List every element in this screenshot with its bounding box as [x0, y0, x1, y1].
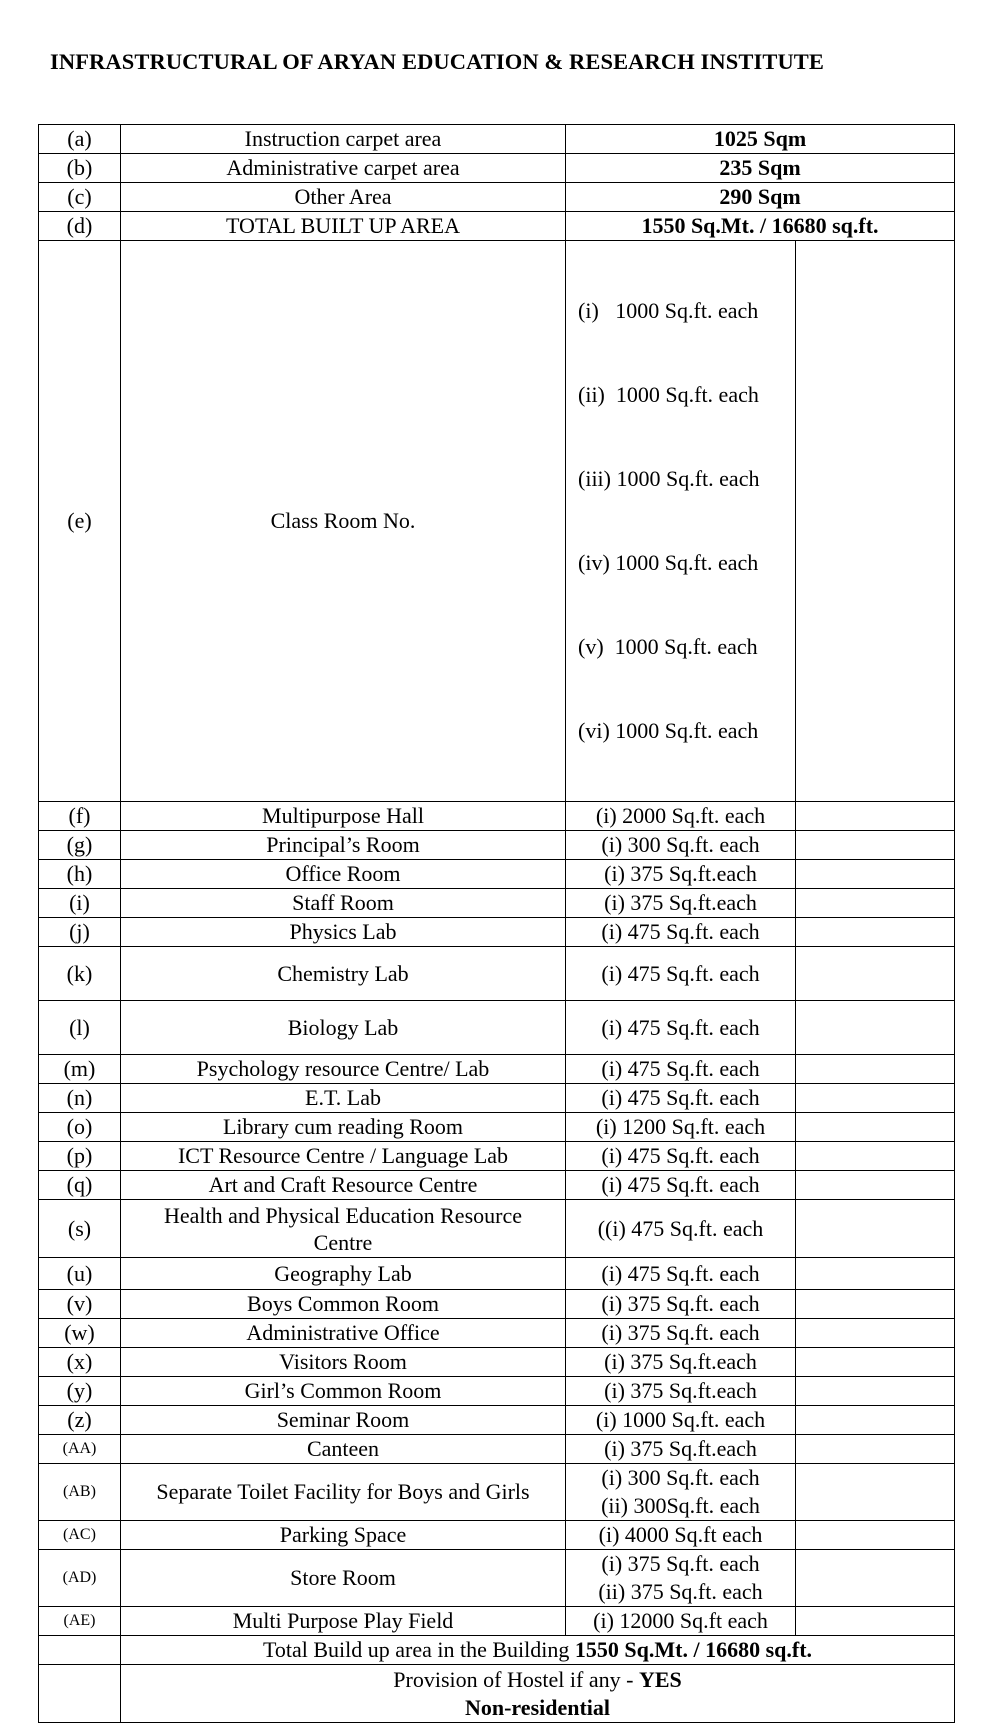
row-area: (i) 375 Sq.ft.each	[566, 1435, 796, 1464]
row-value: 1025 Sqm	[566, 125, 955, 154]
row-code: (o)	[39, 1113, 121, 1142]
row-name: E.T. Lab	[121, 1084, 566, 1113]
table-row	[39, 1607, 955, 1636]
row-code: (c)	[39, 183, 121, 212]
total-cell	[121, 1636, 955, 1665]
table-row	[39, 241, 955, 802]
empty-cell	[796, 889, 955, 918]
row-name: Biology Lab	[121, 1001, 566, 1055]
table-row	[39, 1435, 955, 1464]
empty-cell	[796, 1084, 955, 1113]
row-area-line: (ii) 300Sq.ft. each	[601, 1493, 760, 1518]
table-row	[39, 947, 955, 1001]
row-area: (i) 375 Sq.ft.each	[566, 1377, 796, 1406]
row-name: Seminar Room	[121, 1406, 566, 1435]
row-code: (f)	[39, 802, 121, 831]
classroom-area: (iv) 1000 Sq.ft. each	[578, 550, 759, 575]
empty-cell	[796, 1435, 955, 1464]
empty-cell	[796, 802, 955, 831]
row-area: (i) 2000 Sq.ft. each	[566, 802, 796, 831]
row-code: (q)	[39, 1171, 121, 1200]
hostel-row	[39, 1665, 955, 1723]
empty-cell	[796, 1258, 955, 1290]
row-name: Physics Lab	[121, 918, 566, 947]
row-name: Library cum reading Room	[121, 1113, 566, 1142]
empty-cell	[796, 1171, 955, 1200]
row-name: Parking Space	[121, 1521, 566, 1550]
row-area: (i) 1000 Sq.ft. each	[566, 1406, 796, 1435]
row-name: Art and Craft Resource Centre	[121, 1171, 566, 1200]
row-area: (i) 375 Sq.ft.each	[566, 1348, 796, 1377]
row-name: Administrative Office	[121, 1319, 566, 1348]
empty-cell	[796, 1142, 955, 1171]
row-area: (i) 475 Sq.ft. each	[566, 1171, 796, 1200]
row-code: (e)	[39, 241, 121, 802]
classroom-area: (iii) 1000 Sq.ft. each	[578, 466, 760, 491]
row-area: (i) 475 Sq.ft. each	[566, 918, 796, 947]
row-area: (i) 12000 Sq.ft each	[566, 1607, 796, 1636]
total-label: Total Build up area in the Building	[262, 1637, 570, 1662]
empty-cell	[796, 1377, 955, 1406]
table-row	[39, 1001, 955, 1055]
classroom-area: (ii) 1000 Sq.ft. each	[578, 382, 759, 407]
row-area: (i) 375 Sq.ft. each	[566, 1290, 796, 1319]
row-name-line: Health and Physical Education Resource	[163, 1202, 522, 1228]
row-area-line: (ii) 375 Sq.ft. each	[598, 1579, 763, 1604]
row-code: (z)	[39, 1406, 121, 1435]
hostel-cell	[121, 1665, 955, 1723]
table-row	[39, 1290, 955, 1319]
row-code: (m)	[39, 1055, 121, 1084]
empty-cell	[796, 1464, 955, 1521]
row-code: (AA)	[39, 1435, 121, 1464]
row-area: (i) 300 Sq.ft. each	[566, 831, 796, 860]
row-area: (i) 475 Sq.ft. each	[566, 1084, 796, 1113]
row-area	[566, 1550, 796, 1607]
empty-cell	[796, 918, 955, 947]
row-name: Instruction carpet area	[121, 125, 566, 154]
residential-status: Non-residential	[464, 1694, 611, 1720]
row-name: Principal’s Room	[121, 831, 566, 860]
total-row	[39, 1636, 955, 1665]
row-code: (j)	[39, 918, 121, 947]
empty-cell	[796, 831, 955, 860]
table-row	[39, 1348, 955, 1377]
row-name: Administrative carpet area	[121, 154, 566, 183]
row-area: ((i) 475 Sq.ft. each	[566, 1200, 796, 1258]
row-code: (u)	[39, 1258, 121, 1290]
classroom-area: (i) 1000 Sq.ft. each	[578, 298, 759, 323]
row-name: Boys Common Room	[121, 1290, 566, 1319]
empty-cell	[796, 1055, 955, 1084]
empty-cell	[796, 947, 955, 1001]
row-value: 1550 Sq.Mt. / 16680 sq.ft.	[566, 212, 955, 241]
row-name: Chemistry Lab	[121, 947, 566, 1001]
table-row	[39, 154, 955, 183]
empty-cell	[796, 1200, 955, 1258]
row-code: (AB)	[39, 1464, 121, 1521]
infrastructure-table	[38, 124, 955, 1723]
row-name: Office Room	[121, 860, 566, 889]
row-name: Class Room No.	[121, 241, 566, 802]
empty-cell	[796, 860, 955, 889]
row-area: (i) 375 Sq.ft. each	[566, 1319, 796, 1348]
row-code: (b)	[39, 154, 121, 183]
table-row	[39, 1055, 955, 1084]
row-code: (w)	[39, 1319, 121, 1348]
row-area: (i) 475 Sq.ft. each	[566, 947, 796, 1001]
document-title: INFRASTRUCTURAL OF ARYAN EDUCATION & RESEARCH INSTITUTE	[50, 49, 825, 74]
table-row	[39, 1142, 955, 1171]
empty-cell	[796, 1521, 955, 1550]
row-area: (i) 475 Sq.ft. each	[566, 1001, 796, 1055]
empty-cell	[796, 1001, 955, 1055]
row-code: (a)	[39, 125, 121, 154]
row-code: (k)	[39, 947, 121, 1001]
row-name: Canteen	[121, 1435, 566, 1464]
table-row	[39, 1200, 955, 1258]
row-code: (v)	[39, 1290, 121, 1319]
table-row	[39, 1171, 955, 1200]
row-value: 235 Sqm	[566, 154, 955, 183]
row-area: (i) 475 Sq.ft. each	[566, 1142, 796, 1171]
table-row	[39, 1319, 955, 1348]
empty-cell	[796, 1348, 955, 1377]
row-code: (d)	[39, 212, 121, 241]
table-row	[39, 1258, 955, 1290]
row-area	[566, 1464, 796, 1521]
empty-cell	[796, 1113, 955, 1142]
table-row	[39, 212, 955, 241]
table-row	[39, 889, 955, 918]
empty-cell	[796, 1319, 955, 1348]
empty-cell	[796, 1406, 955, 1435]
classroom-area: (v) 1000 Sq.ft. each	[578, 634, 758, 659]
empty-cell	[796, 1607, 955, 1636]
empty-cell	[39, 1665, 121, 1723]
row-name: Store Room	[121, 1550, 566, 1607]
row-area: (i) 1200 Sq.ft. each	[566, 1113, 796, 1142]
empty-cell	[796, 241, 955, 802]
row-code: (s)	[39, 1200, 121, 1258]
empty-cell	[796, 1550, 955, 1607]
empty-cell	[796, 1290, 955, 1319]
row-name: Psychology resource Centre/ Lab	[121, 1055, 566, 1084]
row-area: (i) 375 Sq.ft.each	[566, 860, 796, 889]
table-row	[39, 1084, 955, 1113]
row-name: Multipurpose Hall	[121, 802, 566, 831]
row-code: (p)	[39, 1142, 121, 1171]
row-area: (i) 475 Sq.ft. each	[566, 1055, 796, 1084]
hostel-label: Provision of Hostel if any -	[393, 1666, 634, 1692]
table-row	[39, 831, 955, 860]
row-code: (AC)	[39, 1521, 121, 1550]
row-code: (h)	[39, 860, 121, 889]
row-name: Other Area	[121, 183, 566, 212]
row-name: Girl’s Common Room	[121, 1377, 566, 1406]
row-name: Geography Lab	[121, 1258, 566, 1290]
row-area: (i) 4000 Sq.ft each	[566, 1521, 796, 1550]
table-row	[39, 1464, 955, 1521]
row-name: Visitors Room	[121, 1348, 566, 1377]
table-row	[39, 1406, 955, 1435]
row-name	[121, 1200, 566, 1258]
row-code: (l)	[39, 1001, 121, 1055]
table-row	[39, 1521, 955, 1550]
table-row	[39, 860, 955, 889]
row-code: (AD)	[39, 1550, 121, 1607]
hostel-value: YES	[638, 1666, 682, 1692]
row-name: Separate Toilet Facility for Boys and Girls	[121, 1464, 566, 1521]
table-row	[39, 1550, 955, 1607]
empty-cell	[39, 1636, 121, 1665]
row-code: (n)	[39, 1084, 121, 1113]
classroom-area: (vi) 1000 Sq.ft. each	[578, 718, 759, 743]
row-name: ICT Resource Centre / Language Lab	[121, 1142, 566, 1171]
table-row	[39, 1113, 955, 1142]
table-row	[39, 918, 955, 947]
table-row	[39, 802, 955, 831]
row-code: (AE)	[39, 1607, 121, 1636]
row-name: TOTAL BUILT UP AREA	[121, 212, 566, 241]
row-code: (i)	[39, 889, 121, 918]
row-area-line: (i) 375 Sq.ft. each	[601, 1551, 760, 1576]
row-area: (i) 375 Sq.ft.each	[566, 889, 796, 918]
row-value: 290 Sqm	[566, 183, 955, 212]
row-area-line: (i) 300 Sq.ft. each	[601, 1465, 760, 1490]
total-value: 1550 Sq.Mt. / 16680 sq.ft.	[574, 1637, 813, 1662]
table-row	[39, 125, 955, 154]
row-area: (i) 475 Sq.ft. each	[566, 1258, 796, 1290]
row-name: Multi Purpose Play Field	[121, 1607, 566, 1636]
table-row	[39, 183, 955, 212]
row-name-line: Centre	[313, 1229, 373, 1255]
table-row	[39, 1377, 955, 1406]
classroom-area-list	[566, 241, 796, 802]
row-code: (g)	[39, 831, 121, 860]
row-name: Staff Room	[121, 889, 566, 918]
row-code: (x)	[39, 1348, 121, 1377]
row-code: (y)	[39, 1377, 121, 1406]
